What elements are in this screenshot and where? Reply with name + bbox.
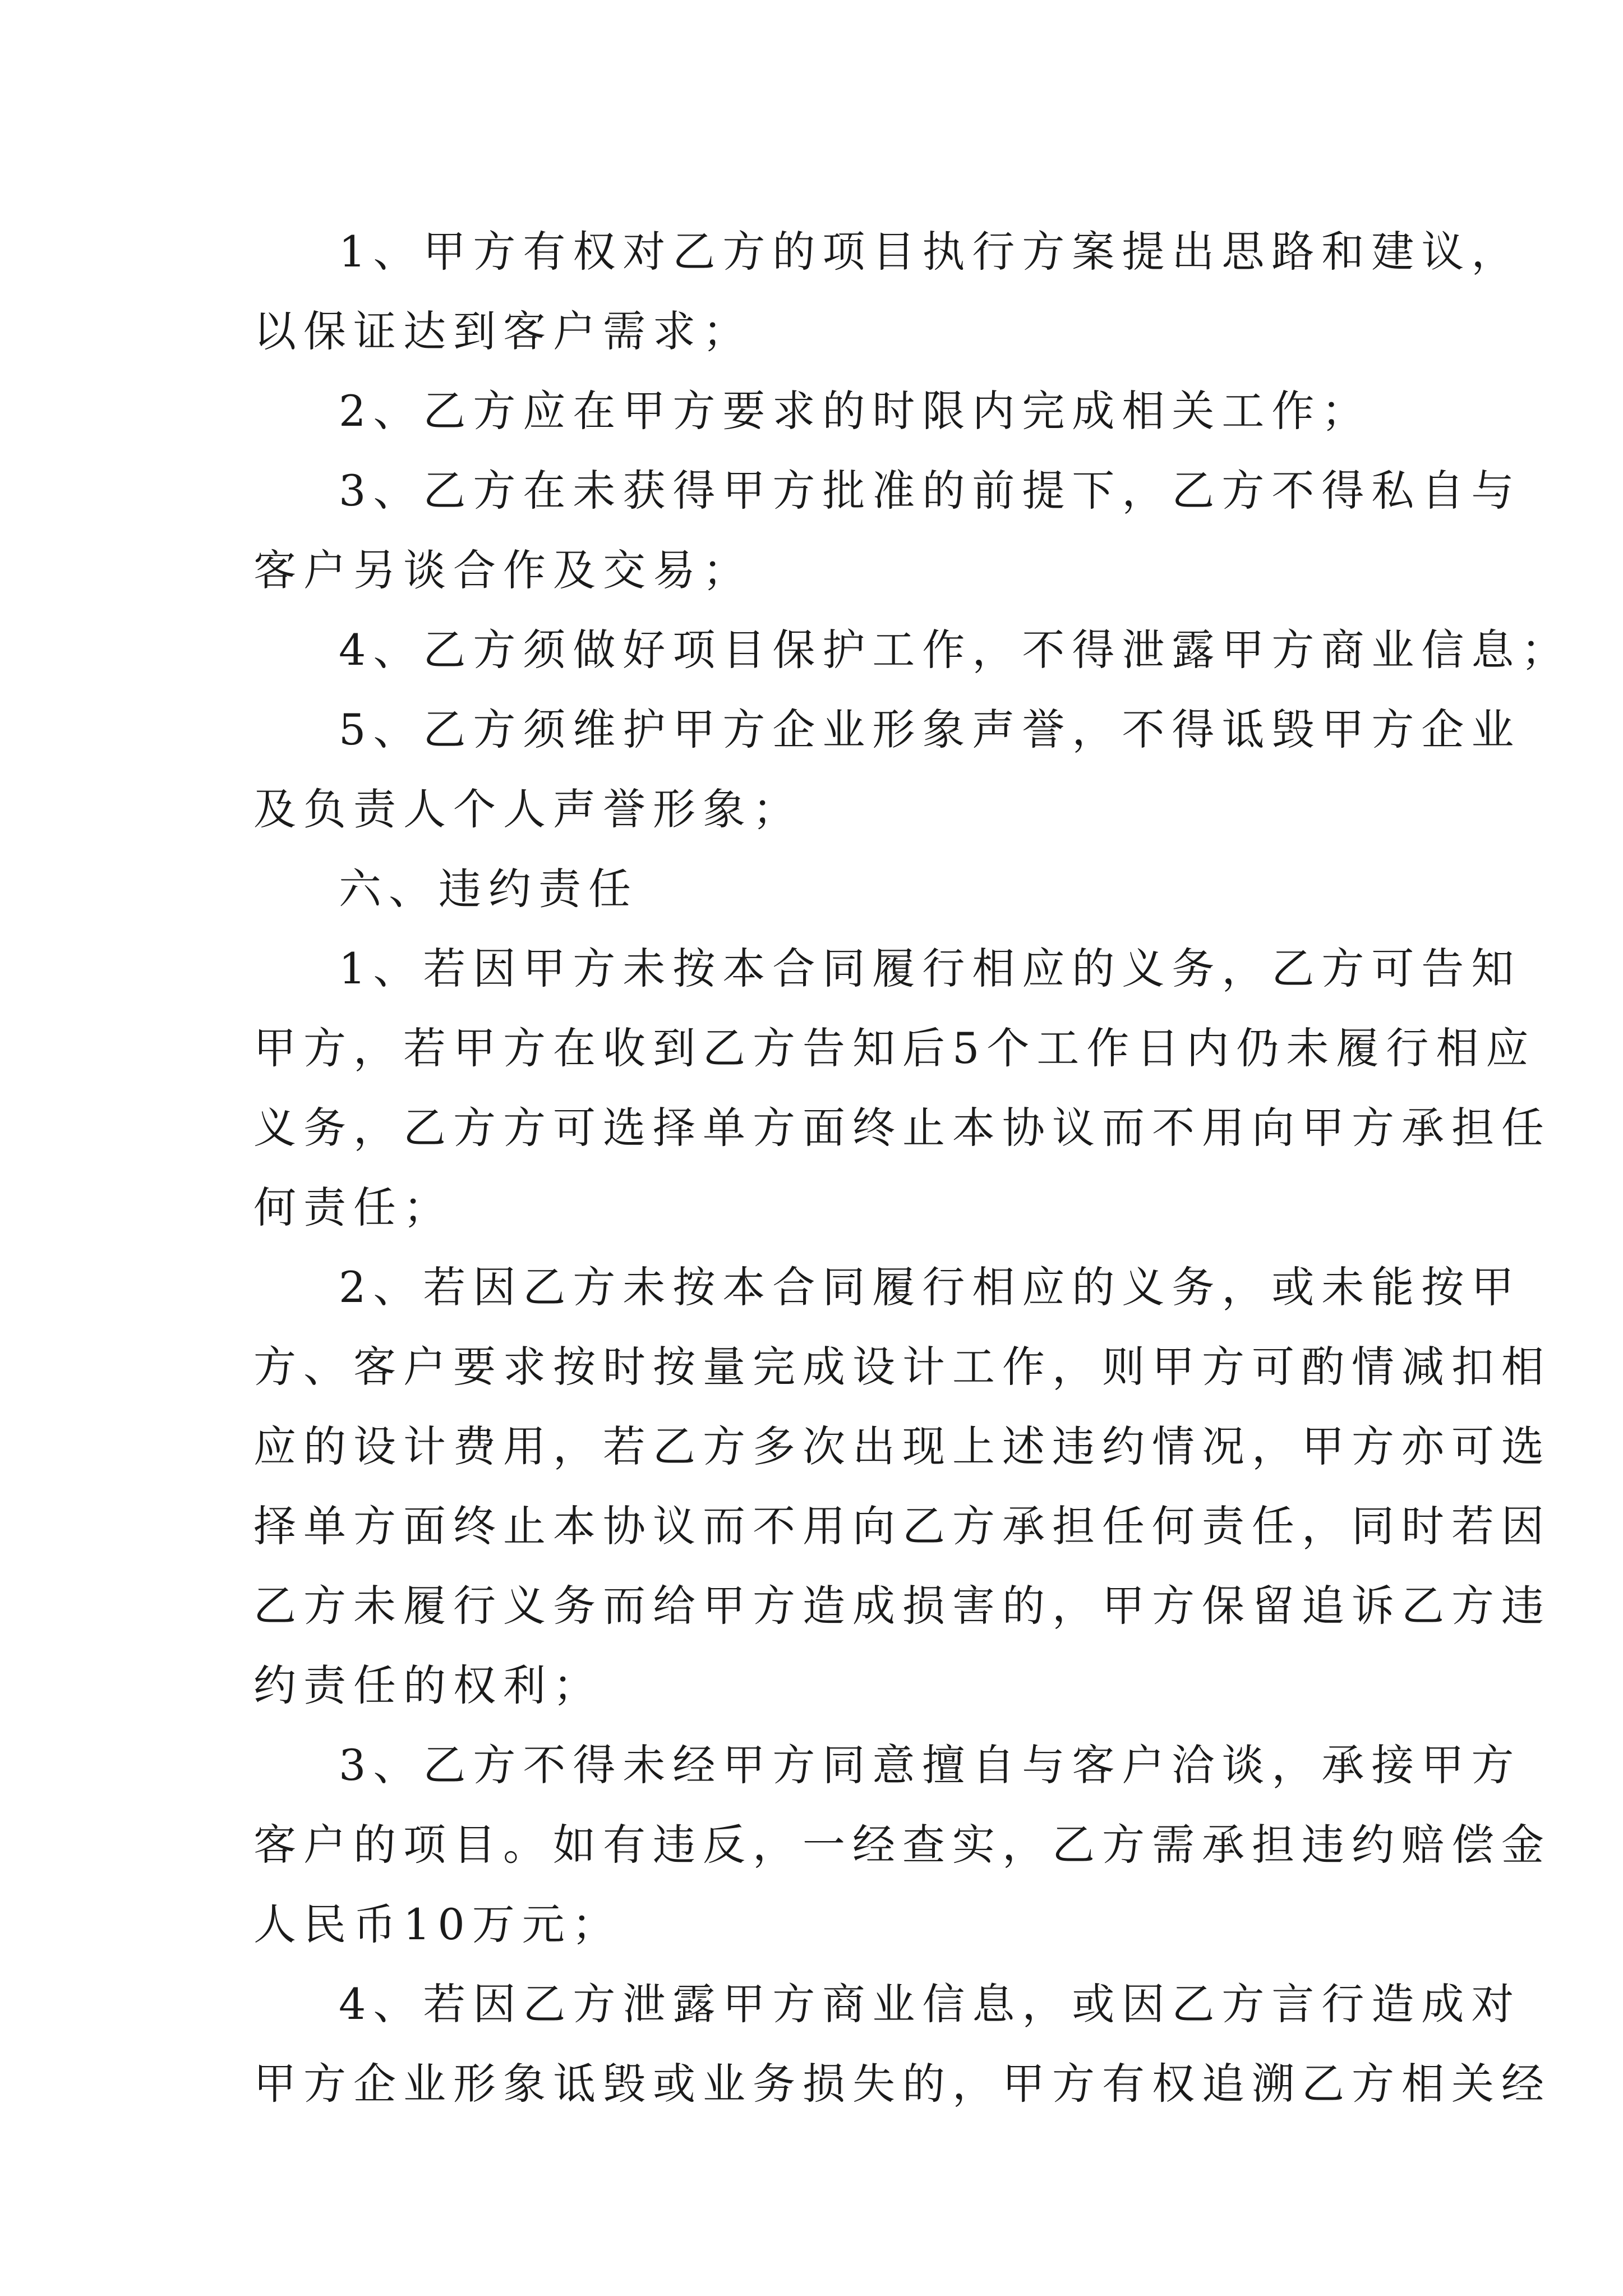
- breach-4-line-2: 甲方企业形象诋毁或业务损失的，甲方有权追溯乙方相关经: [253, 2059, 1551, 2109]
- document-body: [253, 212, 1571, 2124]
- breach-2-line-4: 择单方面终止本协议而不用向乙方承担任何责任，同时若因: [253, 1501, 1551, 1551]
- breach-2-line-1: 2、若因乙方未按本合同履行相应的义务，或未能按甲: [339, 1262, 1521, 1312]
- breach-3-line-1: 3、乙方不得未经甲方同意擅自与客户洽谈，承接甲方: [339, 1740, 1521, 1790]
- clause-3-line-1: 3、乙方在未获得甲方批准的前提下，乙方不得私自与: [339, 466, 1521, 516]
- clause-1-line-1: 1、甲方有权对乙方的项目执行方案提出思路和建议，: [339, 227, 1521, 277]
- clause-4-line-1: 4、乙方须做好项目保护工作，不得泄露甲方商业信息；: [339, 625, 1571, 675]
- breach-1-line-4: 何责任；: [253, 1182, 453, 1232]
- breach-2-line-6: 约责任的权利；: [253, 1660, 603, 1710]
- clause-2-line-1: 2、乙方应在甲方要求的时限内完成相关工作；: [339, 386, 1372, 436]
- section-heading-breach: 六、违约责任: [339, 864, 638, 914]
- breach-1-line-1: 1、若因甲方未按本合同履行相应的义务，乙方可告知: [339, 944, 1521, 993]
- clause-5-line-2: 及负责人个人声誉形象；: [253, 784, 803, 834]
- breach-1-line-2: 甲方，若甲方在收到乙方告知后5个工作日内仍未履行相应: [253, 1023, 1536, 1073]
- clause-3-line-2: 客户另谈合作及交易；: [253, 545, 753, 595]
- breach-3-line-2: 客户的项目。如有违反，一经查实，乙方需承担违约赔偿金: [253, 1820, 1551, 1870]
- breach-3-line-3: 人民币10万元；: [253, 1899, 622, 1949]
- clause-5-line-1: 5、乙方须维护甲方企业形象声誉，不得诋毁甲方企业: [339, 705, 1521, 754]
- breach-2-line-3: 应的设计费用，若乙方多次出现上述违约情况，甲方亦可选: [253, 1421, 1551, 1471]
- breach-2-line-5: 乙方未履行义务而给甲方造成损害的，甲方保留追诉乙方违: [253, 1581, 1551, 1631]
- breach-1-line-3: 义务，乙方方可选择单方面终止本协议而不用向甲方承担任: [253, 1103, 1551, 1153]
- clause-1-line-2: 以保证达到客户需求；: [253, 306, 753, 356]
- breach-2-line-2: 方、客户要求按时按量完成设计工作，则甲方可酌情减扣相: [253, 1342, 1551, 1392]
- breach-4-line-1: 4、若因乙方泄露甲方商业信息，或因乙方言行造成对: [339, 1979, 1521, 2029]
